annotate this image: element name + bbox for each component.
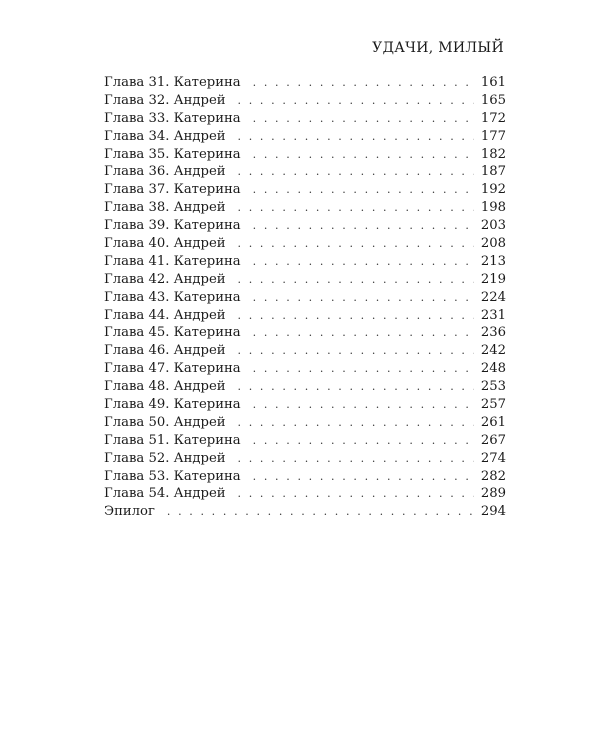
- toc-entry-title: Глава 36. Андрей: [104, 164, 226, 180]
- running-head: УДАЧИ, МИЛЫЙ: [372, 40, 504, 56]
- toc-entry-title: Глава 34. Андрей: [104, 128, 226, 144]
- toc-entry-title: Глава 51. Катерина: [104, 432, 241, 448]
- toc-dot-leader: [253, 434, 474, 447]
- toc-dot-leader: [238, 130, 474, 143]
- toc-entry-title: Глава 40. Андрей: [104, 236, 226, 252]
- toc-entry-title: Глава 44. Андрей: [104, 307, 226, 323]
- toc-dot-leader: [253, 219, 474, 232]
- toc-entry-page: 203: [480, 218, 506, 234]
- toc-entry-title: Эпилог: [104, 504, 155, 520]
- toc-entry[interactable]: [104, 469, 506, 487]
- toc-dot-leader: [253, 255, 474, 268]
- toc-entry-page: 282: [480, 468, 506, 484]
- toc-entry-title: Глава 52. Андрей: [104, 450, 226, 466]
- toc-entry-title: Глава 46. Андрей: [104, 343, 226, 359]
- toc-dot-leader: [238, 416, 474, 429]
- toc-entry-page: 294: [480, 504, 506, 520]
- toc-dot-leader: [238, 452, 474, 465]
- toc-entry[interactable]: [104, 343, 506, 361]
- toc-entry-page: 274: [480, 450, 506, 466]
- table-of-contents: [104, 75, 506, 522]
- toc-entry[interactable]: [104, 379, 506, 397]
- toc-entry-title: Глава 41. Катерина: [104, 253, 241, 269]
- toc-entry-page: 231: [480, 307, 506, 323]
- toc-entry-page: 236: [480, 325, 506, 341]
- toc-entry-title: Глава 32. Андрей: [104, 92, 226, 108]
- toc-dot-leader: [238, 380, 474, 393]
- toc-entry-page: 289: [480, 486, 506, 502]
- toc-entry-title: Глава 49. Катерина: [104, 397, 241, 413]
- toc-entry-page: 208: [480, 236, 506, 252]
- toc-dot-leader: [253, 362, 474, 375]
- toc-entry-title: Глава 31. Катерина: [104, 75, 241, 90]
- toc-entry-page: 257: [480, 397, 506, 413]
- toc-entry-title: Глава 38. Андрей: [104, 200, 226, 216]
- toc-entry[interactable]: [104, 93, 506, 111]
- toc-dot-leader: [238, 165, 474, 178]
- toc-dot-leader: [253, 76, 474, 89]
- toc-entry-page: 172: [480, 110, 506, 126]
- toc-entry[interactable]: [104, 504, 506, 522]
- toc-entry[interactable]: [104, 147, 506, 165]
- toc-dot-leader: [253, 326, 474, 339]
- toc-dot-leader: [238, 487, 474, 500]
- toc-entry-page: 267: [480, 432, 506, 448]
- toc-entry-page: 177: [480, 128, 506, 144]
- toc-entry-page: 248: [480, 361, 506, 377]
- toc-entry-title: Глава 39. Катерина: [104, 218, 241, 234]
- toc-dot-leader: [238, 273, 474, 286]
- toc-entry-title: Глава 37. Катерина: [104, 182, 241, 198]
- toc-entry-page: 187: [480, 164, 506, 180]
- toc-entry[interactable]: [104, 111, 506, 129]
- toc-dot-leader: [238, 309, 474, 322]
- toc-entry[interactable]: [104, 415, 506, 433]
- toc-entry[interactable]: [104, 308, 506, 326]
- toc-entry-page: 242: [480, 343, 506, 359]
- toc-entry-page: 182: [480, 146, 506, 162]
- toc-entry[interactable]: [104, 75, 506, 93]
- toc-entry[interactable]: [104, 325, 506, 343]
- toc-entry-page: 219: [480, 271, 506, 287]
- toc-entry[interactable]: [104, 290, 506, 308]
- toc-entry-title: Глава 48. Андрей: [104, 379, 226, 395]
- toc-entry[interactable]: [104, 272, 506, 290]
- toc-dot-leader: [253, 291, 474, 304]
- toc-entry-title: Глава 35. Катерина: [104, 146, 241, 162]
- toc-entry-page: 213: [480, 253, 506, 269]
- toc-dot-leader: [253, 398, 474, 411]
- toc-entry[interactable]: [104, 164, 506, 182]
- toc-entry[interactable]: [104, 433, 506, 451]
- toc-entry-title: Глава 45. Катерина: [104, 325, 241, 341]
- toc-entry-title: Глава 53. Катерина: [104, 468, 241, 484]
- toc-dot-leader: [253, 112, 474, 125]
- toc-entry[interactable]: [104, 218, 506, 236]
- toc-entry-page: 224: [480, 289, 506, 305]
- toc-dot-leader: [167, 505, 474, 518]
- toc-entry-page: 161: [480, 75, 506, 90]
- toc-entry-title: Глава 54. Андрей: [104, 486, 226, 502]
- toc-dot-leader: [253, 148, 474, 161]
- toc-entry-page: 261: [480, 414, 506, 430]
- toc-dot-leader: [238, 94, 474, 107]
- toc-entry[interactable]: [104, 451, 506, 469]
- toc-entry[interactable]: [104, 236, 506, 254]
- toc-entry-title: Глава 47. Катерина: [104, 361, 241, 377]
- toc-entry[interactable]: [104, 129, 506, 147]
- toc-entry[interactable]: [104, 254, 506, 272]
- toc-entry-title: Глава 33. Катерина: [104, 110, 241, 126]
- toc-entry[interactable]: [104, 397, 506, 415]
- toc-dot-leader: [238, 201, 474, 214]
- toc-dot-leader: [253, 183, 474, 196]
- toc-entry[interactable]: [104, 200, 506, 218]
- toc-entry-title: Глава 43. Катерина: [104, 289, 241, 305]
- toc-entry-page: 165: [480, 92, 506, 108]
- toc-entry-page: 192: [480, 182, 506, 198]
- toc-dot-leader: [253, 470, 474, 483]
- toc-entry-title: Глава 50. Андрей: [104, 414, 226, 430]
- toc-dot-leader: [238, 237, 474, 250]
- toc-entry-title: Глава 42. Андрей: [104, 271, 226, 287]
- toc-entry-page: 253: [480, 379, 506, 395]
- toc-entry[interactable]: [104, 486, 506, 504]
- toc-entry[interactable]: [104, 361, 506, 379]
- toc-entry[interactable]: [104, 182, 506, 200]
- toc-dot-leader: [238, 344, 474, 357]
- toc-entry-page: 198: [480, 200, 506, 216]
